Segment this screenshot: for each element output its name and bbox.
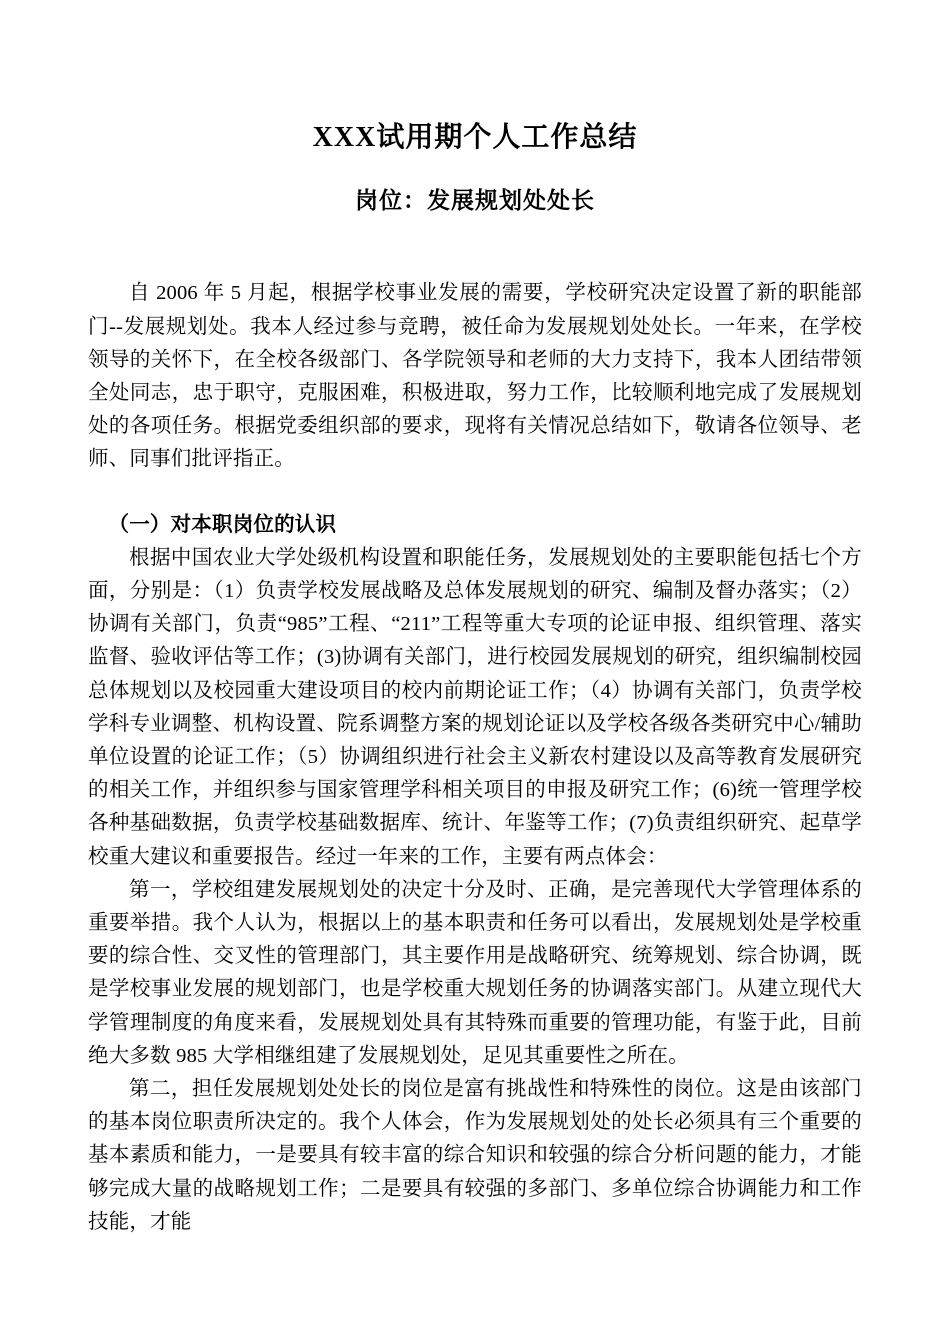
- page-title: XXX试用期个人工作总结: [312, 122, 638, 153]
- section-heading-one: （一）对本职岗位的认识: [108, 513, 337, 536]
- intro-paragraph: 自 2006 年 5 月起，根据学校事业发展的需要，学校研究决定设置了新的职能部门--发展规划处。我本人经过参与竞聘，被任命为发展规划处处长。一年来，在学校领导的关怀下，在全校各级部门、各学院领导和老师的大力支持下，我本人团结带领全处同志，忠于职守，克服困难，积极进取，努力工作，比较顺利地完成了发展规划处的各项任务。根据党委组织部的要求，现将有关情况总结如下，敬请各位领导、老师、同事们批评指正。: [88, 282, 862, 471]
- paragraph-spacer: [88, 477, 862, 499]
- body-paragraph-2: 第一，学校组建发展规划处的决定十分及时、正确，是完善现代大学管理体系的重要举措。我个人认为，根据以上的基本职责和任务可以看出，发展规划处是学校重要的综合性、交叉性的管理部门，其主要作用是战略研究、统筹规划、综合协调，既是学校事业发展的规划部门，也是学校重大规划任务的协调落实部门。从建立现代大学管理制度的角度来看，发展规划处具有其特殊而重要的管理功能，有鉴于此，目前绝大多数 985 大学相继组建了发展规划处，足见其重要性之所在。: [88, 878, 862, 1067]
- body-paragraph-1: 根据中国农业大学处级机构设置和职能任务，发展规划处的主要职能包括七个方面，分别是：（1）负责学校发展战略及总体发展规划的研究、编制及督办落实；（2）协调有关部门，负责“985”工程、“211”工程等重大专项的论证申报、组织管理、落实监督、验收评估等工作；(3)协调有关部门，进行校园发展规划的研究，组织编制校园总体规划以及校园重大建设项目的校内前期论证工作；（4）协调有关部门，负责学校学科专业调整、机构设置、院系调整方案的规划论证以及学校各级各类研究中心/辅助单位设置的论证工作；（5）协调组织进行社会主义新农村建设以及高等教育发展研究的相关工作，并组织参与国家管理学科相关项目的申报及研究工作；(6)统一管理学校各种基础数据，负责学校基础数据库、统计、年鉴等工作；(7)负责组织研究、起草学校重大建议和重要报告。经过一年来的工作，主要有两点体会：: [88, 546, 862, 868]
- page-subtitle: 岗位：发展规划处处长: [355, 188, 595, 214]
- body-paragraph-3: 第二，担任发展规划处处长的岗位是富有挑战性和特殊性的岗位。这是由该部门的基本岗位职责所决定的。我个人体会，作为发展规划处的处长必须具有三个重要的基本素质和能力，一是要具有较丰富的综合知识和较强的综合分析问题的能力，才能够完成大量的战略规划工作；二是要具有较强的多部门、多单位综合协调能力和工作技能，才能: [88, 1078, 862, 1233]
